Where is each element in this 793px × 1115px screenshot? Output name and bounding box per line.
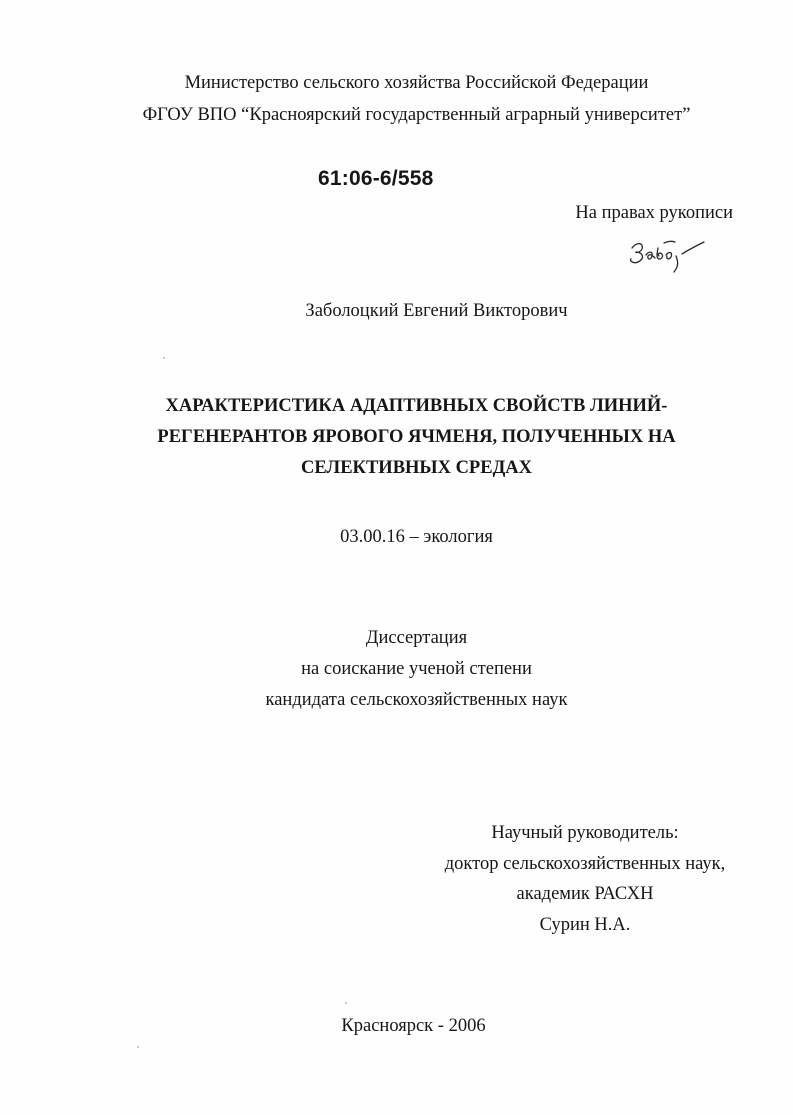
handwritten-signature xyxy=(624,228,706,276)
supervisor-block xyxy=(420,818,750,940)
title-line: ХАРАКТЕРИСТИКА АДАПТИВНЫХ СВОЙСТВ ЛИНИЙ- xyxy=(165,396,668,416)
supervisor-degree: доктор сельскохозяйственных наук, xyxy=(444,853,726,874)
university-name: ФГОУ ВПО “Красноярский государственный аграрный университет” xyxy=(142,105,691,125)
author-name: Заболоцкий Евгений Викторович xyxy=(305,301,568,321)
title-line: РЕГЕНЕРАНТОВ ЯРОВОГО ЯЧМЕНЯ, ПОЛУЧЕННЫХ НА xyxy=(157,427,676,447)
degree-statement xyxy=(0,623,793,716)
catalog-code: 61:06-6/558 xyxy=(318,167,434,190)
degree-purpose: на соискание ученой степени xyxy=(301,659,532,679)
title-line: СЕЛЕКТИВНЫХ СРЕДАХ xyxy=(300,458,533,478)
scan-speck xyxy=(137,1046,139,1048)
supervisor-name: Сурин Н.А. xyxy=(539,914,631,935)
supervisor-label: Научный руководитель: xyxy=(491,823,679,843)
dissertation-title xyxy=(0,391,793,484)
specialty-code: 03.00.16 – экология xyxy=(340,527,493,547)
ministry-name: Министерство сельского хозяйства Российской Федерации xyxy=(184,73,649,93)
degree-name: кандидата сельскохозяйственных наук xyxy=(265,690,568,710)
scan-speck xyxy=(163,357,165,359)
dissertation-label: Диссертация xyxy=(365,628,468,648)
supervisor-rank: академик РАСХН xyxy=(516,884,654,904)
rights-note: На правах рукописи xyxy=(575,203,733,223)
scan-speck xyxy=(345,1002,347,1004)
city-year: Красноярск - 2006 xyxy=(341,1016,486,1036)
